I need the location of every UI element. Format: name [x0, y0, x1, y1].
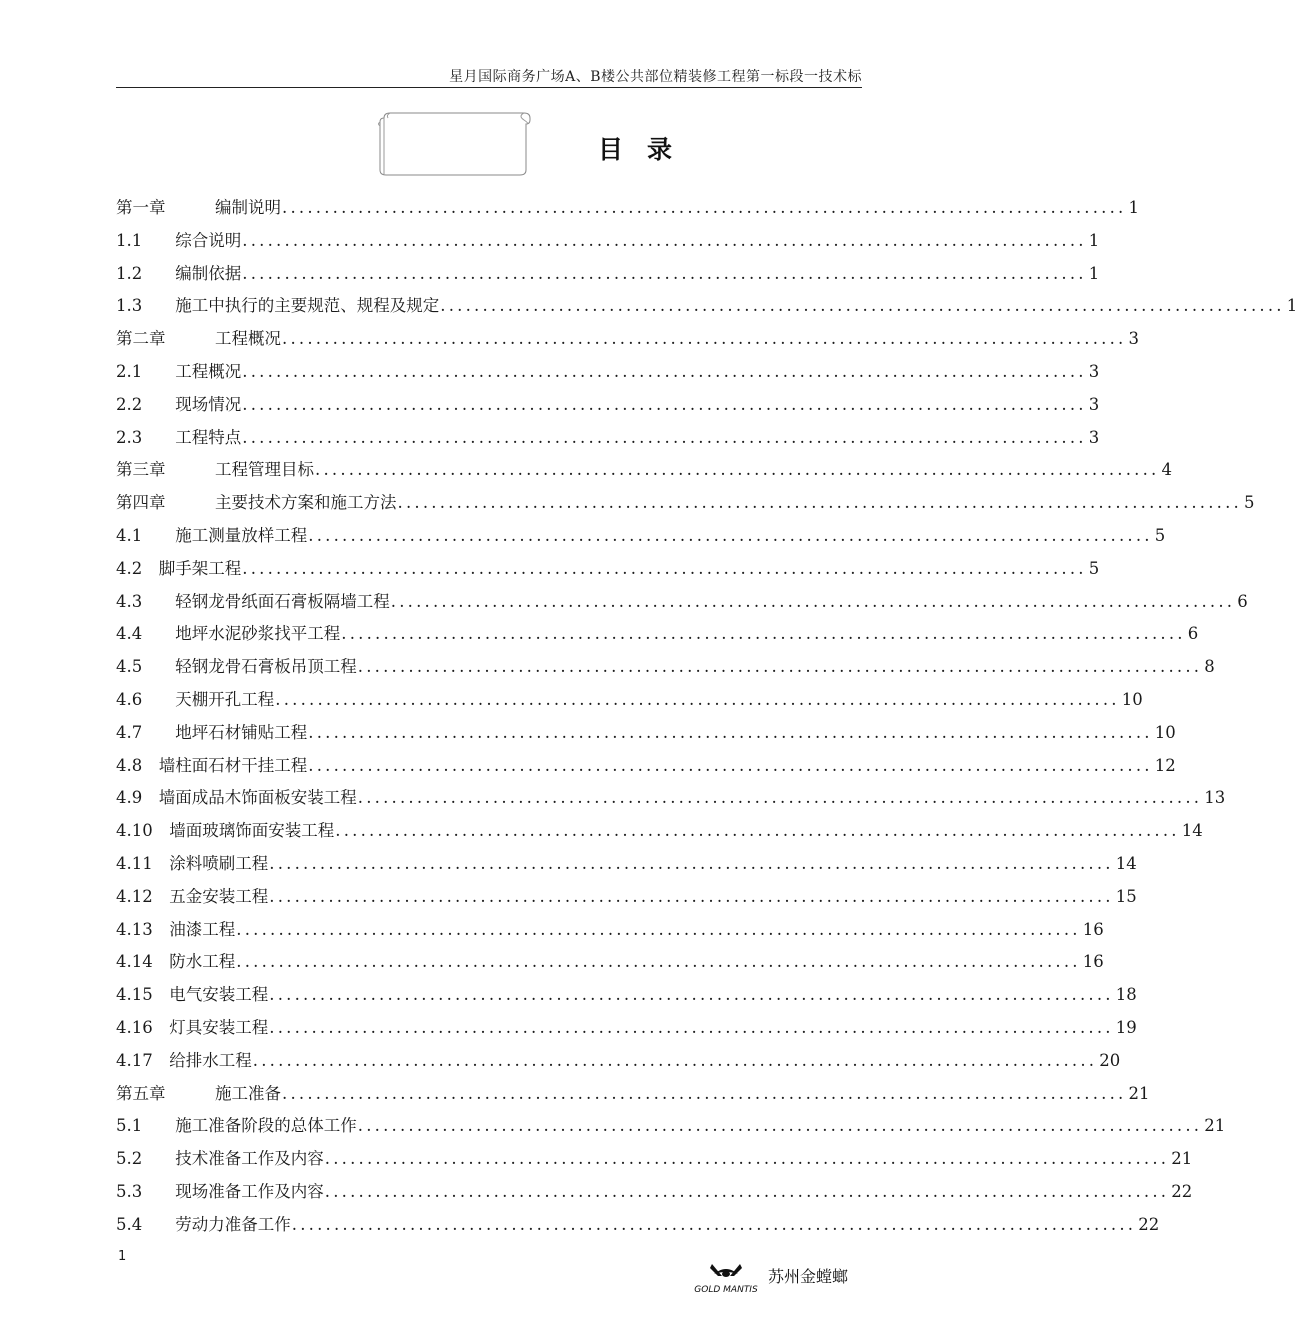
toc-leader-dots: ....................................................................................................	[341, 624, 1186, 644]
toc-entry-number: 4.17	[116, 1050, 153, 1070]
toc-leader-dots: ....................................................................................................	[282, 329, 1127, 349]
toc-entry-page: 4	[1161, 460, 1172, 480]
toc-leader-dots: ....................................................................................................	[357, 1116, 1203, 1136]
toc-entry[interactable]	[116, 752, 1176, 785]
toc-entry-number: 4.4	[116, 624, 143, 644]
toc-entry-label: 电气安装工程	[169, 985, 269, 1005]
toc-entry-label: 给排水工程	[169, 1050, 252, 1070]
toc-entry[interactable]	[116, 292, 1297, 325]
toc-entry-number: 1.3	[116, 296, 143, 316]
toc-leader-dots: ....................................................................................................	[236, 952, 1081, 972]
toc-entry-page: 21	[1171, 1149, 1193, 1169]
toc-leader-dots: ....................................................................................................	[308, 722, 1153, 742]
toc-entry-page: 21	[1204, 1116, 1226, 1136]
toc-leader-dots: ....................................................................................................	[242, 230, 1087, 250]
toc-entry[interactable]	[116, 588, 1248, 621]
toc-entry-number: 第四章	[116, 493, 166, 513]
toc-entry-label: 墙柱面石材干挂工程	[158, 755, 308, 775]
toc-entry[interactable]	[116, 850, 1137, 883]
toc-entry[interactable]	[116, 1211, 1160, 1244]
toc-entry[interactable]	[116, 981, 1137, 1014]
toc-entry[interactable]	[116, 686, 1143, 719]
toc-entry[interactable]	[116, 653, 1215, 686]
toc-entry-page: 1	[1088, 230, 1100, 250]
toc-leader-dots: ....................................................................................................	[324, 1181, 1170, 1201]
toc-leader-dots: ....................................................................................................	[308, 755, 1153, 775]
toc-entry-page: 5	[1088, 558, 1100, 578]
toc-entry-label: 工程概况	[175, 361, 242, 381]
toc-leader-dots: ....................................................................................................	[390, 591, 1236, 611]
toc-entry-label: 轻钢龙骨纸面石膏板隔墙工程	[175, 591, 390, 611]
toc-entry[interactable]	[116, 883, 1137, 916]
toc-entry-page: 1	[1286, 296, 1297, 316]
toc-entry-label: 综合说明	[175, 230, 242, 250]
toc-entry-number: 4.8	[116, 755, 143, 775]
toc-entry-label: 防水工程	[169, 952, 236, 972]
toc-entry[interactable]	[116, 948, 1104, 981]
toc-leader-dots: ....................................................................................................	[282, 1083, 1127, 1103]
toc-entry-label: 施工准备	[215, 1083, 281, 1103]
toc-entry-label: 现场情况	[175, 394, 242, 414]
toc-leader-dots: ....................................................................................................	[291, 1214, 1137, 1234]
toc-entry-label: 墙面玻璃饰面安装工程	[169, 821, 335, 841]
toc-entry-number: 4.7	[116, 722, 143, 742]
toc-entry-number: 5.2	[116, 1149, 143, 1169]
toc-entry-number: 4.9	[116, 788, 143, 808]
header-title: 星月国际商务广场A、B楼公共部位精装修工程第一标段一技术标	[449, 69, 862, 85]
toc-entry[interactable]	[116, 1178, 1193, 1211]
toc-entry[interactable]	[116, 784, 1226, 817]
toc-entry-page: 3	[1128, 329, 1139, 349]
toc-entry-number: 4.2	[116, 558, 143, 578]
toc-entry-label: 天棚开孔工程	[175, 689, 275, 709]
toc-entry-page: 12	[1154, 755, 1176, 775]
toc-entry-number: 2.1	[116, 361, 143, 381]
toc-entry[interactable]	[116, 260, 1100, 293]
toc-entry-label: 地坪水泥砂浆找平工程	[175, 624, 341, 644]
toc-leader-dots: ....................................................................................................	[269, 853, 1114, 873]
toc-leader-dots: ....................................................................................................	[282, 198, 1127, 217]
toc-entry-number: 4.3	[116, 591, 143, 611]
toc-entry[interactable]	[116, 325, 1139, 358]
toc-entry-number: 5.4	[116, 1214, 143, 1234]
toc-entry[interactable]	[116, 1047, 1121, 1080]
toc-leader-dots: ....................................................................................................	[397, 493, 1242, 513]
toc-leader-dots: ....................................................................................................	[242, 263, 1087, 283]
toc-leader-dots: ....................................................................................................	[275, 689, 1120, 709]
toc-entry-label: 劳动力准备工作	[175, 1214, 291, 1234]
toc-entry-label: 工程概况	[215, 329, 281, 349]
toc-entry-page: 5	[1154, 525, 1166, 545]
toc-entry-page: 22	[1171, 1181, 1193, 1201]
toc-entry-number: 第五章	[116, 1083, 166, 1103]
toc-entry[interactable]	[116, 1080, 1150, 1113]
toc-entry-number: 5.3	[116, 1181, 143, 1201]
toc-entry-label: 油漆工程	[169, 919, 236, 939]
toc-entry-page: 14	[1115, 853, 1137, 873]
toc-entry-page: 14	[1181, 821, 1203, 841]
toc-entry-number: 1.2	[116, 263, 143, 283]
toc-entry[interactable]	[116, 194, 1139, 227]
toc-entry-number: 4.6	[116, 689, 143, 709]
toc-entry[interactable]	[116, 916, 1104, 949]
toc-entry-page: 10	[1154, 722, 1176, 742]
toc-entry-page: 18	[1115, 985, 1137, 1005]
toc-entry[interactable]	[116, 1014, 1137, 1047]
toc-leader-dots: ....................................................................................................	[242, 394, 1087, 414]
toc-entry-label: 施工测量放样工程	[175, 525, 308, 545]
toc-entry-label: 现场准备工作及内容	[175, 1181, 324, 1201]
toc-entry-label: 主要技术方案和施工方法	[215, 493, 397, 513]
toc-leader-dots: ....................................................................................................	[335, 821, 1180, 841]
toc-entry[interactable]	[116, 456, 1172, 489]
toc-leader-dots: ....................................................................................................	[242, 361, 1087, 381]
toc-leader-dots: ....................................................................................................	[242, 427, 1087, 447]
toc-leader-dots: ....................................................................................................	[236, 919, 1081, 939]
toc-entry-label: 编制依据	[175, 263, 242, 283]
toc-entry-page: 20	[1099, 1050, 1121, 1070]
toc-leader-dots: ....................................................................................................	[269, 886, 1114, 906]
toc-entry-number: 4.13	[116, 919, 153, 939]
toc-entry-number: 4.5	[116, 657, 143, 677]
toc-entry-page: 5	[1244, 493, 1255, 513]
toc-entry-number: 第一章	[116, 198, 166, 217]
toc-entry-number: 4.10	[116, 821, 153, 841]
toc-entry-number: 2.3	[116, 427, 143, 447]
toc-entry-page: 6	[1187, 624, 1199, 644]
toc-leader-dots: ....................................................................................................	[315, 460, 1160, 480]
toc-entry[interactable]	[116, 719, 1176, 752]
toc-entry[interactable]	[116, 391, 1100, 424]
toc-entry-page: 13	[1204, 788, 1226, 808]
toc-entry-label: 施工中执行的主要规范、规程及规定	[175, 296, 440, 316]
scroll-banner-icon	[376, 112, 532, 178]
toc-entry-label: 施工准备阶段的总体工作	[175, 1116, 357, 1136]
toc-entry-page: 3	[1088, 361, 1100, 381]
toc-entry-page: 16	[1082, 919, 1104, 939]
toc-entry-number: 4.16	[116, 1017, 153, 1037]
toc-leader-dots: ....................................................................................................	[357, 788, 1203, 808]
toc-entry-page: 21	[1128, 1083, 1150, 1103]
toc-leader-dots: ....................................................................................................	[308, 525, 1153, 545]
toc-entry[interactable]	[116, 620, 1199, 653]
toc-entry-label: 工程特点	[175, 427, 242, 447]
toc-entry-page: 8	[1204, 657, 1215, 677]
toc-list	[116, 194, 1297, 1244]
toc-entry[interactable]	[116, 1112, 1226, 1145]
toc-leader-dots: ....................................................................................................	[269, 1017, 1114, 1037]
toc-entry-label: 脚手架工程	[158, 558, 242, 578]
toc-leader-dots: ....................................................................................................	[269, 985, 1114, 1005]
toc-entry-page: 3	[1088, 427, 1100, 447]
toc-entry-page: 10	[1121, 689, 1143, 709]
toc-entry-number: 4.14	[116, 952, 153, 972]
toc-entry-number: 第三章	[116, 460, 166, 480]
toc-entry-number: 2.2	[116, 394, 143, 414]
header-rule	[116, 87, 862, 88]
toc-entry-number: 4.12	[116, 886, 153, 906]
toc-entry[interactable]	[116, 817, 1203, 850]
toc-leader-dots: ....................................................................................................	[440, 296, 1285, 316]
toc-entry-page: 15	[1115, 886, 1137, 906]
toc-entry-number: 4.11	[116, 853, 153, 873]
logo-text: GOLD MANTIS	[694, 1285, 758, 1295]
toc-entry-label: 技术准备工作及内容	[175, 1149, 324, 1169]
toc-entry-page: 6	[1237, 591, 1248, 611]
toc-entry-label: 涂料喷刷工程	[169, 853, 269, 873]
gold-mantis-logo-icon	[686, 1260, 766, 1296]
toc-entry-number: 5.1	[116, 1116, 143, 1136]
toc-entry[interactable]	[116, 424, 1100, 457]
toc-entry-page: 19	[1115, 1017, 1137, 1037]
toc-leader-dots: ....................................................................................................	[357, 657, 1203, 677]
toc-leader-dots: ....................................................................................................	[252, 1050, 1098, 1070]
toc-entry-label: 编制说明	[215, 198, 281, 217]
toc-entry-number: 4.1	[116, 525, 143, 545]
toc-entry[interactable]	[116, 358, 1100, 391]
toc-entry-page: 16	[1082, 952, 1104, 972]
toc-entry-label: 五金安装工程	[169, 886, 269, 906]
toc-entry-page: 22	[1138, 1214, 1160, 1234]
toc-leader-dots: ....................................................................................................	[242, 558, 1087, 578]
toc-entry-label: 灯具安装工程	[169, 1017, 269, 1037]
toc-entry-page: 1	[1128, 198, 1139, 217]
toc-entry[interactable]	[116, 489, 1255, 522]
toc-entry-page: 1	[1088, 263, 1100, 283]
toc-entry-label: 墙面成品木饰面板安装工程	[158, 788, 357, 808]
toc-entry-number: 1.1	[116, 230, 143, 250]
toc-entry-number: 第二章	[116, 329, 166, 349]
toc-entry[interactable]	[116, 227, 1100, 260]
toc-entry-page: 3	[1088, 394, 1100, 414]
toc-entry-number: 4.15	[116, 985, 153, 1005]
toc-entry-label: 工程管理目标	[215, 460, 314, 480]
toc-entry-label: 地坪石材铺贴工程	[175, 722, 308, 742]
page-number: 1	[118, 1249, 127, 1264]
toc-entry[interactable]	[116, 522, 1166, 555]
toc-leader-dots: ....................................................................................................	[324, 1149, 1170, 1169]
toc-title: 目录	[598, 135, 697, 164]
toc-entry[interactable]	[116, 1145, 1193, 1178]
toc-entry-label: 轻钢龙骨石膏板吊顶工程	[175, 657, 357, 677]
toc-entry[interactable]	[116, 555, 1100, 588]
company-name: 苏州金螳螂	[768, 1267, 849, 1286]
